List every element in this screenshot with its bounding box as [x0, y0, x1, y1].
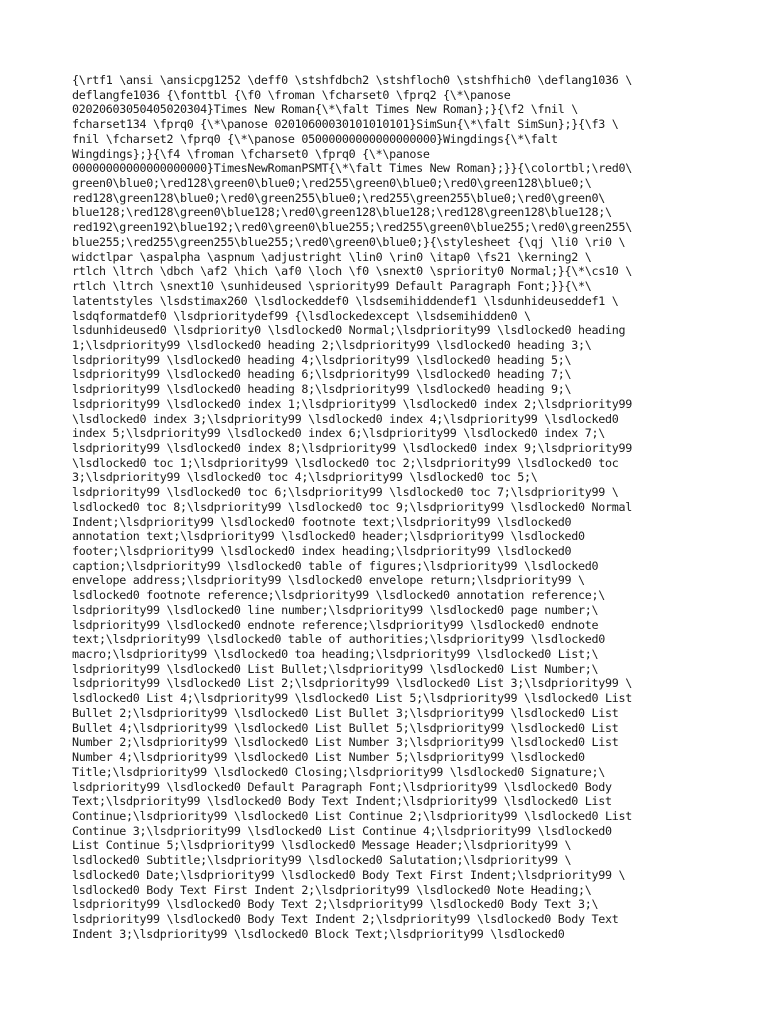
text-line: envelope address;\lsdpriority99 \lsdlocked0 envelope return;\lsdpriority99 \ — [72, 573, 585, 588]
text-line: lsdpriority99 \lsdlocked0 Default Paragraph Font;\lsdpriority99 \lsdlocked0 Body — [72, 779, 612, 794]
text-line: lsdlocked0 Body Text First Indent 2;\lsdpriority99 \lsdlocked0 Note Heading;\ — [72, 882, 592, 897]
text-line: lsdpriority99 \lsdlocked0 index 8;\lsdpriority99 \lsdlocked0 index 9;\lsdpriority99 — [72, 440, 632, 455]
text-line: 3;\lsdpriority99 \lsdlocked0 toc 4;\lsdpriority99 \lsdlocked0 toc 5;\ — [72, 470, 538, 485]
text-line: lsdlocked0 toc 8;\lsdpriority99 \lsdlocked0 toc 9;\lsdpriority99 \lsdlocked0 Normal — [72, 499, 632, 514]
text-line: \lsdlocked0 toc 1;\lsdpriority99 \lsdlocked0 toc 2;\lsdpriority99 \lsdlocked0 toc — [72, 455, 619, 470]
text-line: 1;\lsdpriority99 \lsdlocked0 heading 2;\lsdpriority99 \lsdlocked0 heading 3;\ — [72, 337, 592, 352]
text-line: Number 4;\lsdpriority99 \lsdlocked0 List Number 5;\lsdpriority99 \lsdlocked0 — [72, 750, 585, 765]
text-line: lsdlocked0 Subtitle;\lsdpriority99 \lsdlocked0 Salutation;\lsdpriority99 \ — [72, 853, 572, 868]
text-line: Wingdings};}{\f4 \froman \fcharset0 \fprq0 {\*\panose — [72, 146, 430, 161]
text-line: annotation text;\lsdpriority99 \lsdlocked0 header;\lsdpriority99 \lsdlocked0 — [72, 529, 585, 544]
text-line: Bullet 4;\lsdpriority99 \lsdlocked0 List Bullet 5;\lsdpriority99 \lsdlocked0 List — [72, 720, 619, 735]
text-line: caption;\lsdpriority99 \lsdlocked0 table of figures;\lsdpriority99 \lsdlocked0 — [72, 558, 599, 573]
text-line: red128\green128\blue0;\red0\green255\blue0;\red255\green255\blue0;\red0\green0\ — [72, 190, 605, 205]
text-line: fcharset134 \fprq0 {\*\panose 02010600030101010101}SimSun{\*\falt SimSun};}{\f3 \ — [72, 117, 619, 132]
text-line: lsdlocked0 List 4;\lsdpriority99 \lsdlocked0 List 5;\lsdpriority99 \lsdlocked0 List — [72, 691, 632, 706]
text-line: deflangfe1036 {\fonttbl {\f0 \froman \fcharset0 \fprq2 {\*\panose — [72, 87, 511, 102]
text-line: Continue 3;\lsdpriority99 \lsdlocked0 List Continue 4;\lsdpriority99 \lsdlocked0 — [72, 823, 612, 838]
text-line: blue255;\red255\green255\blue255;\red0\green0\blue0;}{\stylesheet {\qj \li0 \ri0 \ — [72, 234, 626, 249]
text-line: lsdpriority99 \lsdlocked0 heading 6;\lsdpriority99 \lsdlocked0 heading 7;\ — [72, 367, 572, 382]
text-line: lsdpriority99 \lsdlocked0 heading 4;\lsdpriority99 \lsdlocked0 heading 5;\ — [72, 352, 572, 367]
text-line: lsdpriority99 \lsdlocked0 endnote reference;\lsdpriority99 \lsdlocked0 endnote — [72, 617, 599, 632]
text-line: List Continue 5;\lsdpriority99 \lsdlocked0 Message Header;\lsdpriority99 \ — [72, 838, 572, 853]
text-line: text;\lsdpriority99 \lsdlocked0 table of authorities;\lsdpriority99 \lsdlocked0 — [72, 632, 605, 647]
text-line: {\rtf1 \ansi \ansicpg1252 \deff0 \stshfdbch2 \stshfloch0 \stshfhich0 \deflang1036 \ — [72, 73, 632, 87]
text-line: lsdqformatdef0 \lsdprioritydef99 {\lsdlockedexcept \lsdsemihidden0 \ — [72, 308, 531, 323]
text-line: 00000000000000000000}TimesNewRomanPSMT{\*\falt Times New Roman};}}{\colortbl;\red0\ — [72, 161, 632, 176]
text-line: lsdpriority99 \lsdlocked0 index 1;\lsdpriority99 \lsdlocked0 index 2;\lsdpriority99 — [72, 396, 632, 411]
text-line: Bullet 2;\lsdpriority99 \lsdlocked0 List Bullet 3;\lsdpriority99 \lsdlocked0 List — [72, 705, 619, 720]
text-line: 02020603050405020304}Times New Roman{\*\falt Times New Roman};}{\f2 \fnil \ — [72, 102, 578, 117]
text-line: red192\green192\blue192;\red0\green0\blue255;\red255\green0\blue255;\red0\green255\ — [72, 220, 632, 235]
text-line: lsdpriority99 \lsdlocked0 Body Text Indent 2;\lsdpriority99 \lsdlocked0 Body Text — [72, 911, 619, 926]
text-line: lsdpriority99 \lsdlocked0 line number;\lsdpriority99 \lsdlocked0 page number;\ — [72, 602, 599, 617]
text-line: Continue;\lsdpriority99 \lsdlocked0 List Continue 2;\lsdpriority99 \lsdlocked0 List — [72, 808, 632, 823]
text-line: index 5;\lsdpriority99 \lsdlocked0 index 6;\lsdpriority99 \lsdlocked0 index 7;\ — [72, 426, 605, 441]
text-line: Title;\lsdpriority99 \lsdlocked0 Closing;\lsdpriority99 \lsdlocked0 Signature;\ — [72, 764, 605, 779]
text-line: fnil \fcharset2 \fprq0 {\*\panose 05000000000000000000}Wingdings{\*\falt — [72, 131, 558, 146]
text-line: green0\blue0;\red128\green0\blue0;\red255\green0\blue0;\red0\green128\blue0;\ — [72, 176, 592, 191]
text-line: lsdpriority99 \lsdlocked0 List 2;\lsdpriority99 \lsdlocked0 List 3;\lsdpriority99 \ — [72, 676, 632, 691]
text-line: lsdpriority99 \lsdlocked0 Body Text 2;\lsdpriority99 \lsdlocked0 Body Text 3;\ — [72, 897, 599, 912]
text-line: footer;\lsdpriority99 \lsdlocked0 index heading;\lsdpriority99 \lsdlocked0 — [72, 544, 572, 558]
text-line: Number 2;\lsdpriority99 \lsdlocked0 List Number 3;\lsdpriority99 \lsdlocked0 List — [72, 735, 619, 750]
text-line: \lsdlocked0 index 3;\lsdpriority99 \lsdlocked0 index 4;\lsdpriority99 \lsdlocked0 — [72, 411, 619, 426]
text-line: Indent 3;\lsdpriority99 \lsdlocked0 Block Text;\lsdpriority99 \lsdlocked0 — [72, 926, 565, 941]
text-line: Indent;\lsdpriority99 \lsdlocked0 footnote text;\lsdpriority99 \lsdlocked0 — [72, 514, 572, 529]
text-line: macro;\lsdpriority99 \lsdlocked0 toa heading;\lsdpriority99 \lsdlocked0 List;\ — [72, 647, 599, 662]
text-line: Text;\lsdpriority99 \lsdlocked0 Body Text Indent;\lsdpriority99 \lsdlocked0 List — [72, 794, 612, 809]
text-line: latentstyles \lsdstimax260 \lsdlockeddef0 \lsdsemihiddendef1 \lsdunhideuseddef1 \ — [72, 293, 619, 308]
rtf-source-text — [72, 73, 708, 941]
text-line: rtlch \ltrch \dbch \af2 \hich \af0 \loch \f0 \snext0 \spriority0 Normal;}{\*\cs10 \ — [72, 264, 632, 279]
text-line: widctlpar \aspalpha \aspnum \adjustright \lin0 \rin0 \itap0 \fs21 \kerning2 \ — [72, 249, 592, 264]
text-line: lsdlocked0 footnote reference;\lsdpriority99 \lsdlocked0 annotation reference;\ — [72, 588, 605, 603]
text-line: lsdpriority99 \lsdlocked0 toc 6;\lsdpriority99 \lsdlocked0 toc 7;\lsdpriority99 \ — [72, 485, 619, 500]
text-line: blue128;\red128\green0\blue128;\red0\green128\blue128;\red128\green128\blue128;\ — [72, 205, 612, 220]
text-line: lsdpriority99 \lsdlocked0 List Bullet;\lsdpriority99 \lsdlocked0 List Number;\ — [72, 661, 599, 676]
text-line: lsdunhideused0 \lsdpriority0 \lsdlocked0 Normal;\lsdpriority99 \lsdlocked0 heading — [72, 323, 626, 338]
text-line: lsdlocked0 Date;\lsdpriority99 \lsdlocked0 Body Text First Indent;\lsdpriority99 \ — [72, 867, 626, 882]
text-line: rtlch \ltrch \snext10 \sunhideused \spriority99 Default Paragraph Font;}}{\*\ — [72, 279, 592, 294]
text-line: lsdpriority99 \lsdlocked0 heading 8;\lsdpriority99 \lsdlocked0 heading 9;\ — [72, 382, 572, 397]
